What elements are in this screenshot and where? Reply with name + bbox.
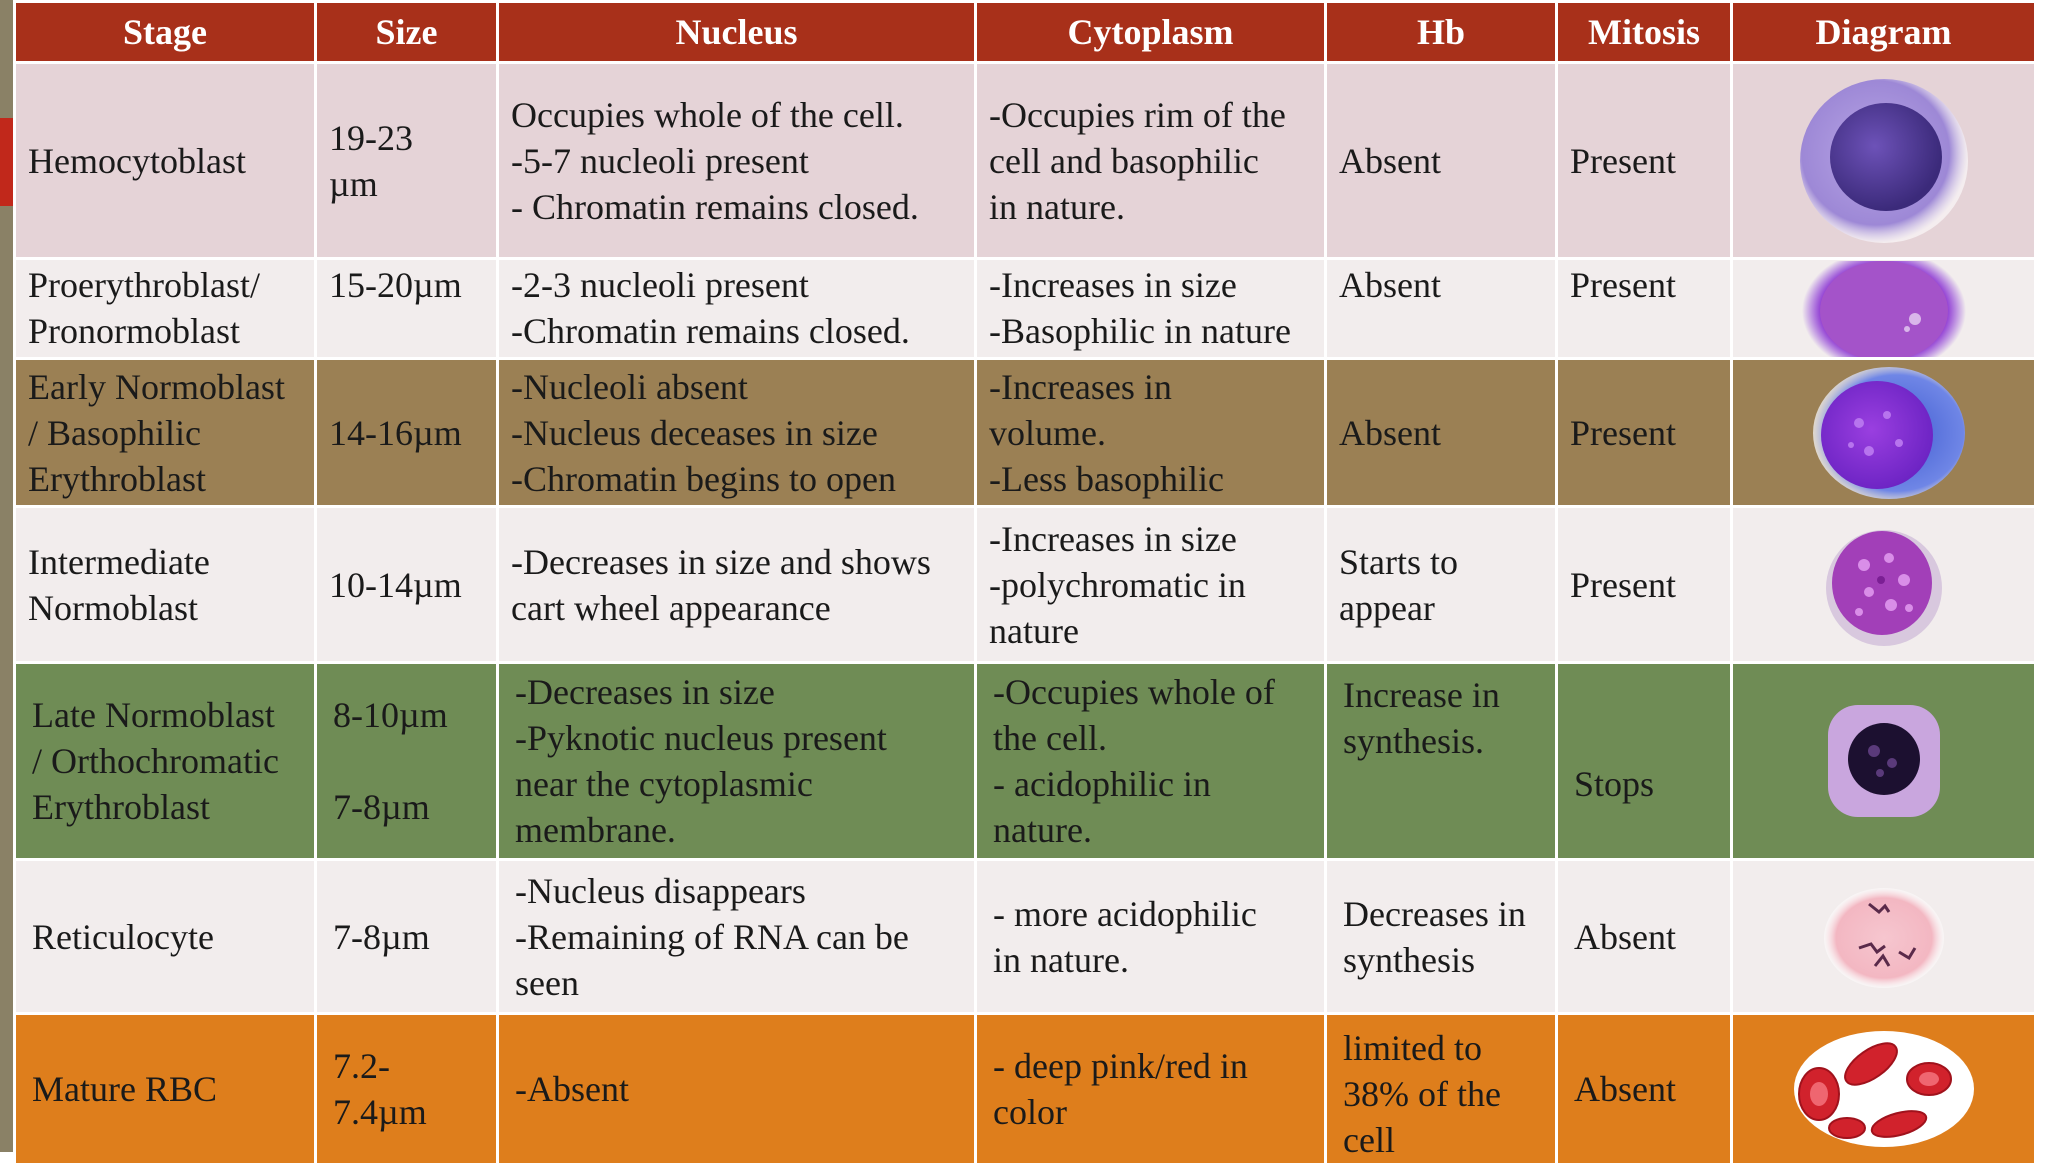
header-hb: Hb — [1326, 2, 1557, 63]
mature-rbc-cells-icon — [1789, 1024, 1979, 1154]
size-line: 14-16µm — [329, 412, 462, 453]
table-row — [15, 63, 2036, 259]
stage-line: Late Normoblast — [32, 695, 275, 735]
cell-stage — [15, 663, 316, 860]
size-line: 10-14µm — [329, 564, 462, 605]
mitosis-line: Stops — [1574, 764, 1655, 804]
nucleus-line: -Remaining of RNA can be — [515, 916, 909, 957]
nucleus-line: -Chromatin begins to open — [511, 458, 896, 499]
nucleus-line: - Chromatin remains closed. — [511, 186, 919, 227]
cytoplasm-line: -polychromatic in — [989, 564, 1246, 605]
nucleus-line: -Decreases in size — [515, 672, 775, 712]
hb-line: synthesis — [1343, 939, 1476, 980]
header-stage: Stage — [15, 2, 316, 63]
cell-mitosis — [1557, 1014, 1732, 1165]
cell-mitosis — [1557, 507, 1732, 663]
cell-cytoplasm — [976, 259, 1326, 359]
cytoplasm-line: -Basophilic in nature — [989, 311, 1291, 351]
cell-mitosis — [1557, 63, 1732, 259]
cytoplasm-line: - more acidophilic — [993, 893, 1257, 934]
mitosis-line: Present — [1570, 265, 1676, 305]
table-row — [15, 860, 2036, 1014]
cytoplasm-line: -Less basophilic — [989, 458, 1224, 499]
cell-size — [316, 1014, 498, 1165]
hb-line: Absent — [1339, 265, 1441, 305]
hb-line: limited to — [1343, 1028, 1482, 1068]
cytoplasm-line: nature. — [993, 810, 1092, 850]
size-line: 7-8µm — [333, 787, 430, 827]
size-line: µm — [329, 163, 378, 204]
header-cytoplasm: Cytoplasm — [976, 2, 1326, 63]
cell-nucleus — [498, 507, 976, 663]
cytoplasm-line: in nature. — [989, 186, 1125, 227]
cell-stage — [15, 63, 316, 259]
size-line: 15-20µm — [329, 265, 462, 305]
stage-line: Normoblast — [28, 587, 198, 628]
cell-cytoplasm — [976, 1014, 1326, 1165]
stage-line: / Basophilic — [28, 412, 201, 453]
cytoplasm-line: -Occupies rim of the — [989, 94, 1286, 135]
cell-nucleus — [498, 663, 976, 860]
cell-nucleus — [498, 359, 976, 507]
cell-stage — [15, 507, 316, 663]
stage-line: Proerythroblast/ — [28, 265, 260, 305]
header-mitosis: Mitosis — [1557, 2, 1732, 63]
reticulocyte-cell-icon — [1819, 882, 1949, 992]
cell-nucleus — [498, 259, 976, 359]
cell-diagram — [1732, 860, 2036, 1014]
cell-cytoplasm — [976, 359, 1326, 507]
cytoplasm-line: -Increases in — [989, 366, 1172, 407]
cell-size — [316, 63, 498, 259]
cell-hb — [1326, 663, 1557, 860]
cell-cytoplasm — [976, 663, 1326, 860]
nucleus-line: -Chromatin remains closed. — [511, 311, 910, 351]
header-diagram: Diagram — [1732, 2, 2036, 63]
cytoplasm-line: -Increases in size — [989, 265, 1237, 305]
table-row — [15, 1014, 2036, 1165]
cell-stage — [15, 860, 316, 1014]
size-line: 8-10µm — [333, 695, 448, 735]
cell-stage — [15, 1014, 316, 1165]
nucleus-line: cart wheel appearance — [511, 587, 831, 628]
stage-line: / Orthochromatic — [32, 741, 279, 781]
hemocytoblast-cell-icon — [1794, 71, 1974, 251]
stage-line: Reticulocyte — [32, 916, 214, 957]
size-line: 7.4µm — [333, 1092, 427, 1132]
stage-line: Mature RBC — [32, 1069, 217, 1109]
left-accent-bar — [0, 118, 13, 206]
cell-size — [316, 259, 498, 359]
nucleus-line: Occupies whole of the cell. — [511, 94, 904, 135]
cell-diagram — [1732, 1014, 2036, 1165]
stage-line: Intermediate — [28, 541, 210, 582]
cell-size — [316, 507, 498, 663]
table-row — [15, 259, 2036, 359]
hb-line: Increase in — [1343, 675, 1500, 715]
stage-line: Erythroblast — [28, 458, 206, 499]
cell-nucleus — [498, 63, 976, 259]
hb-line: Decreases in — [1343, 893, 1526, 934]
cytoplasm-line: in nature. — [993, 939, 1129, 980]
cell-mitosis — [1557, 860, 1732, 1014]
stage-line: Early Normoblast — [28, 366, 285, 407]
cell-mitosis — [1557, 359, 1732, 507]
hb-line: Absent — [1339, 412, 1441, 453]
proerythroblast-cell-icon — [1799, 261, 1969, 357]
cell-nucleus — [498, 860, 976, 1014]
table-row — [15, 663, 2036, 860]
cytoplasm-line: color — [993, 1092, 1067, 1132]
cell-size — [316, 860, 498, 1014]
stage-line: Hemocytoblast — [28, 140, 246, 181]
hb-line: Starts to — [1339, 541, 1459, 582]
cytoplasm-line: - deep pink/red in — [993, 1046, 1248, 1086]
mitosis-line: Absent — [1574, 1069, 1676, 1109]
nucleus-line: -Nucleus disappears — [515, 870, 806, 911]
mitosis-line: Present — [1570, 140, 1676, 181]
late-normoblast-cell-icon — [1824, 701, 1944, 821]
cell-stage — [15, 259, 316, 359]
nucleus-line: -Absent — [515, 1069, 629, 1109]
hb-line: cell — [1343, 1120, 1395, 1160]
nucleus-line: -2-3 nucleoli present — [511, 265, 809, 305]
cell-hb — [1326, 63, 1557, 259]
cell-diagram — [1732, 507, 2036, 663]
nucleus-line: -5-7 nucleoli present — [511, 140, 809, 181]
cell-cytoplasm — [976, 860, 1326, 1014]
nucleus-line: -Pyknotic nucleus present — [515, 718, 887, 758]
size-spacer — [333, 738, 484, 784]
cell-size — [316, 663, 498, 860]
cytoplasm-line: nature — [989, 610, 1079, 651]
intermediate-normoblast-cell-icon — [1819, 520, 1949, 650]
cytoplasm-line: -Increases in size — [989, 518, 1237, 559]
mitosis-line: Present — [1570, 564, 1676, 605]
nucleus-line: near the cytoplasmic — [515, 764, 813, 804]
mitosis-line: Absent — [1574, 916, 1676, 957]
cell-stage — [15, 359, 316, 507]
mitosis-spacer — [1574, 715, 1718, 761]
hb-line: Absent — [1339, 140, 1441, 181]
table-row — [15, 507, 2036, 663]
cell-diagram — [1732, 63, 2036, 259]
table-header-row — [15, 2, 2036, 63]
cell-diagram — [1732, 663, 2036, 860]
cell-cytoplasm — [976, 507, 1326, 663]
cell-mitosis — [1557, 259, 1732, 359]
stage-line: Erythroblast — [32, 787, 210, 827]
cell-mitosis — [1557, 663, 1732, 860]
cell-hb — [1326, 1014, 1557, 1165]
cell-hb — [1326, 259, 1557, 359]
mitosis-line: Present — [1570, 412, 1676, 453]
cell-diagram — [1732, 359, 2036, 507]
cell-size — [316, 359, 498, 507]
nucleus-line: -Nucleoli absent — [511, 366, 748, 407]
cell-diagram — [1732, 259, 2036, 359]
size-line: 19-23 — [329, 117, 413, 158]
size-line: 7.2- — [333, 1046, 390, 1086]
cell-hb — [1326, 507, 1557, 663]
nucleus-line: -Decreases in size and shows — [511, 541, 931, 582]
nucleus-line: -Nucleus deceases in size — [511, 412, 878, 453]
hb-line: appear — [1339, 587, 1435, 628]
nucleus-line: membrane. — [515, 810, 676, 850]
cytoplasm-line: - acidophilic in — [993, 764, 1211, 804]
cytoplasm-line: -Occupies whole of — [993, 672, 1275, 712]
table-row — [15, 359, 2036, 507]
hb-line: 38% of the — [1343, 1074, 1501, 1114]
cytoplasm-line: cell and basophilic — [989, 140, 1259, 181]
early-normoblast-cell-icon — [1799, 363, 1969, 503]
cytoplasm-line: the cell. — [993, 718, 1107, 758]
cell-cytoplasm — [976, 63, 1326, 259]
header-size: Size — [316, 2, 498, 63]
cell-hb — [1326, 359, 1557, 507]
hb-line: synthesis. — [1343, 721, 1485, 761]
cytoplasm-line: volume. — [989, 412, 1106, 453]
cell-hb — [1326, 860, 1557, 1014]
erythropoiesis-stages-table — [13, 0, 2037, 1166]
cell-nucleus — [498, 1014, 976, 1165]
header-nucleus: Nucleus — [498, 2, 976, 63]
nucleus-line: seen — [515, 962, 579, 1003]
size-line: 7-8µm — [333, 916, 430, 957]
stage-line: Pronormoblast — [28, 311, 240, 351]
